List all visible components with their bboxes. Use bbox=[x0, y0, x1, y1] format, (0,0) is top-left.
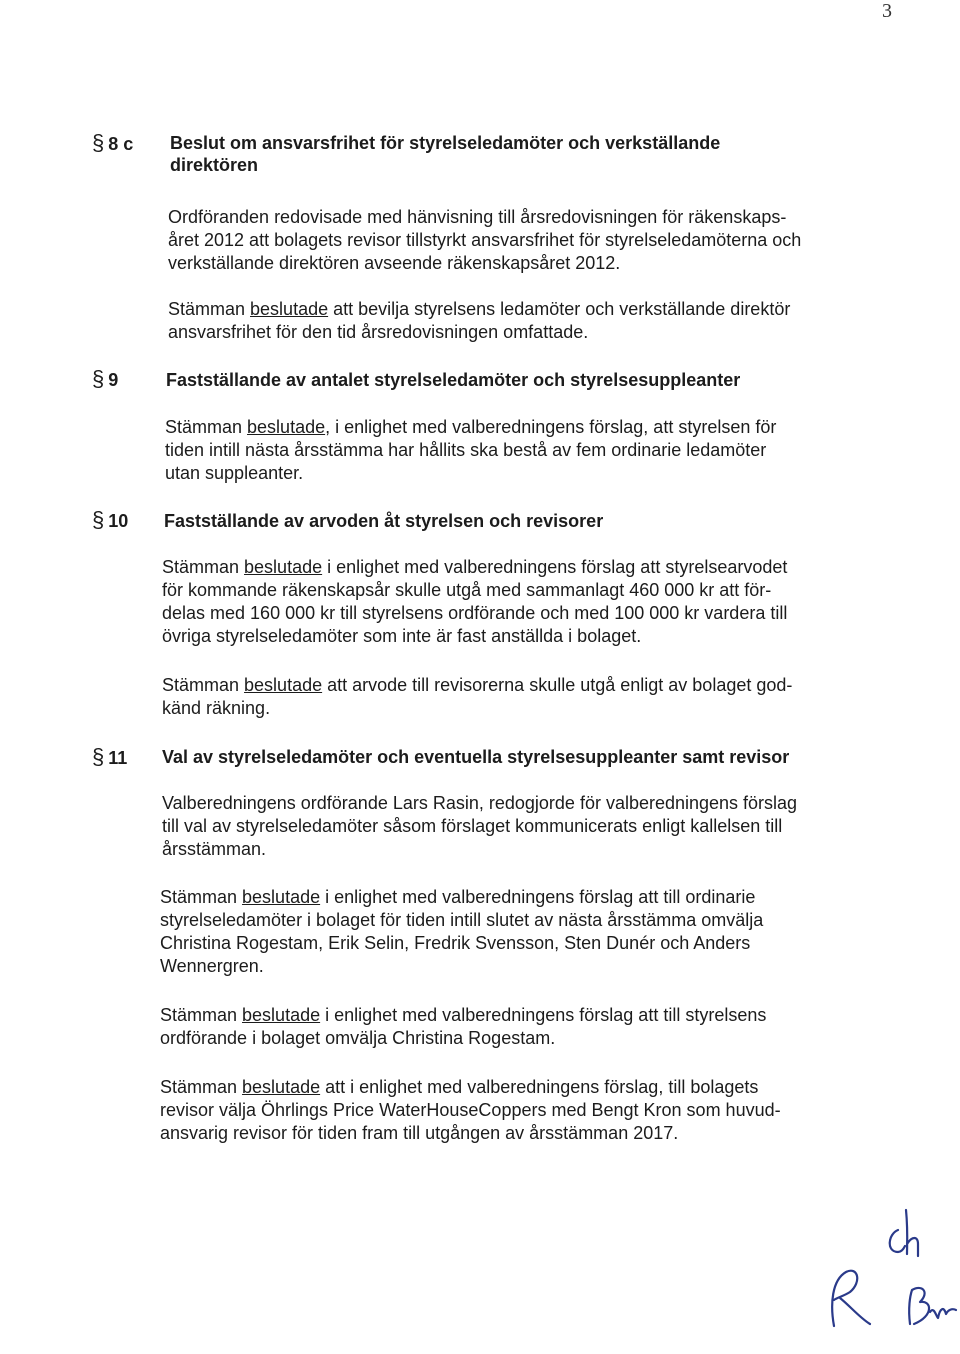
paragraph: Ordföranden redovisade med hänvisning till årsredovisningen för räkenskaps- året 2012 att bolagets revisor tillstyrkt ansvarsfrihet för styrelseledamöterna och verkställande direktören avseende räkenskapsåret 2012. bbox=[168, 207, 802, 273]
section-title: Fastställande av arvoden åt styrelsen och revisorer bbox=[164, 511, 604, 531]
paragraph: Stämman beslutade i enlighet med valberedningens förslag att till ordinarie styrelseledamöter i bolaget för tiden intill slutet av nästa årsstämma omvälja Christina Rogestam, Erik Selin, Fredrik Svensson, Sten Dunér och Anders Wennergren. bbox=[160, 887, 764, 976]
section-title: Fastställande av antalet styrelseledamöter och styrelsesuppleanter bbox=[166, 370, 741, 390]
section-number: § 9 bbox=[92, 366, 119, 391]
paragraph: Stämman beslutade, i enlighet med valberedningens förslag, att styrelsen för tiden intill nästa årsstämma har hållits ska bestå av fem ordinarie ledamöter utan suppleanter. bbox=[165, 417, 777, 483]
paragraph: Stämman beslutade i enlighet med valberedningens förslag att styrelsearvodet för kommande räkenskapsår skulle utgå med sammanlagt 460 000 kr att för- delas med 160 000 kr till styrelsens ordförande och med 100 000 kr vardera till övriga styrelseledamöter som inte är fast anställda i bolaget. bbox=[162, 557, 788, 646]
section-title: Beslut om ansvarsfrihet för styrelseledamöter och verkställande direktören bbox=[170, 133, 721, 175]
section-number: § 10 bbox=[92, 507, 129, 532]
section-title: Val av styrelseledamöter och eventuella styrelsesuppleanter samt revisor bbox=[162, 747, 790, 767]
paragraph: Stämman beslutade att bevilja styrelsens ledamöter och verkställande direktör ansvarsfrihet för den tid årsredovisningen omfattade. bbox=[168, 299, 791, 342]
signature-initials-icon bbox=[806, 1200, 960, 1340]
paragraph: Valberedningens ordförande Lars Rasin, redogjorde för valberedningens förslag till val av styrelseledamöter såsom förslaget kommunicerats enligt kallelsen till årsstämman. bbox=[162, 793, 798, 859]
page-number: 3 bbox=[882, 0, 892, 22]
paragraph: Stämman beslutade i enlighet med valberedningens förslag att till styrelsens ordförande i bolaget omvälja Christina Rogestam. bbox=[160, 1005, 767, 1048]
section-number: § 8 c bbox=[92, 130, 134, 155]
paragraph: Stämman beslutade att i enlighet med valberedningens förslag, till bolagets revisor välja Öhrlings Price WaterHouseCoppers med Bengt Kron som huvud- ansvarig revisor för tiden fram till utgången av årsstämman 2017. bbox=[160, 1077, 781, 1143]
section-number: § 11 bbox=[92, 744, 128, 769]
paragraph: Stämman beslutade att arvode till revisorerna skulle utgå enligt av bolaget god- känd räkning. bbox=[162, 675, 793, 718]
